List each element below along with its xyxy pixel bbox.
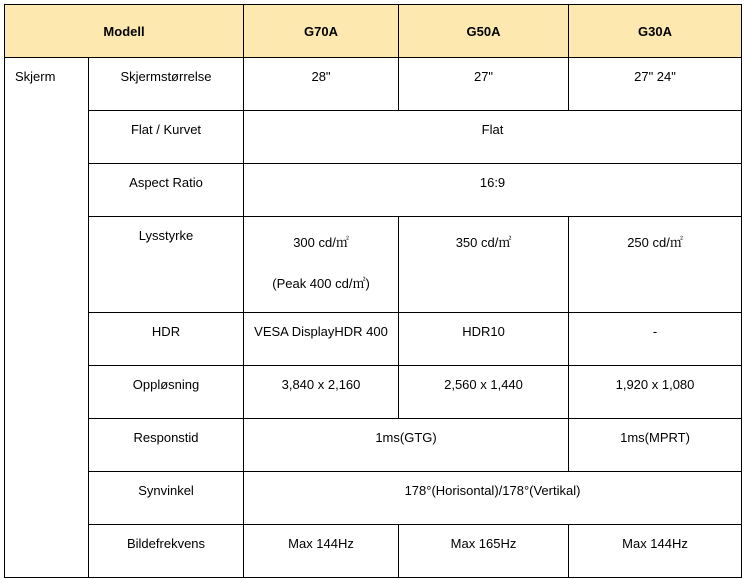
model-g50a-header: G50A (399, 5, 569, 58)
table-row (5, 525, 742, 578)
cell-value (244, 217, 399, 313)
cell-value: 250 cd/㎡ (569, 217, 742, 313)
cell-value: 2,560 x 1,440 (399, 366, 569, 419)
model-g30a-header: G30A (569, 5, 742, 58)
row-label: Lysstyrke (89, 217, 244, 313)
brightness-value: 300 cd/㎡ (293, 235, 349, 250)
cell-value: 1,920 x 1,080 (569, 366, 742, 419)
table-row (5, 164, 742, 217)
table-row (5, 472, 742, 525)
row-label: Flat / Kurvet (89, 111, 244, 164)
row-label: Skjermstørrelse (89, 58, 244, 111)
cell-value: Max 144Hz (569, 525, 742, 578)
cell-value: VESA DisplayHDR 400 (244, 313, 399, 366)
cell-value: 27" 24" (569, 58, 742, 111)
cell-value: HDR10 (399, 313, 569, 366)
table-row (5, 366, 742, 419)
cell-value: 28" (244, 58, 399, 111)
cell-value: Max 165Hz (399, 525, 569, 578)
cell-value: 1ms(MPRT) (569, 419, 742, 472)
model-g70a-header: G70A (244, 5, 399, 58)
row-label: Responstid (89, 419, 244, 472)
cell-value: 350 cd/㎡ (399, 217, 569, 313)
cell-value: Flat (244, 111, 742, 164)
row-label: Aspect Ratio (89, 164, 244, 217)
table-row (5, 111, 742, 164)
row-label: Bildefrekvens (89, 525, 244, 578)
row-label: Synvinkel (89, 472, 244, 525)
cell-value: 1ms(GTG) (244, 419, 569, 472)
cell-value: - (569, 313, 742, 366)
model-header: Modell (5, 5, 244, 58)
table-row (5, 419, 742, 472)
row-label: Oppløsning (89, 366, 244, 419)
row-label: HDR (89, 313, 244, 366)
cell-value: 3,840 x 2,160 (244, 366, 399, 419)
spec-table (4, 4, 742, 578)
table-row (5, 313, 742, 366)
table-row (5, 217, 742, 313)
cell-value: Max 144Hz (244, 525, 399, 578)
table-row (5, 58, 742, 111)
cell-value: 27" (399, 58, 569, 111)
cell-value: 16:9 (244, 164, 742, 217)
cell-value: 178°(Horisontal)/178°(Vertikal) (244, 472, 742, 525)
header-row (5, 5, 742, 58)
section-label: Skjerm (5, 58, 89, 578)
peak-brightness-value: (Peak 400 cd/㎡) (272, 276, 370, 291)
